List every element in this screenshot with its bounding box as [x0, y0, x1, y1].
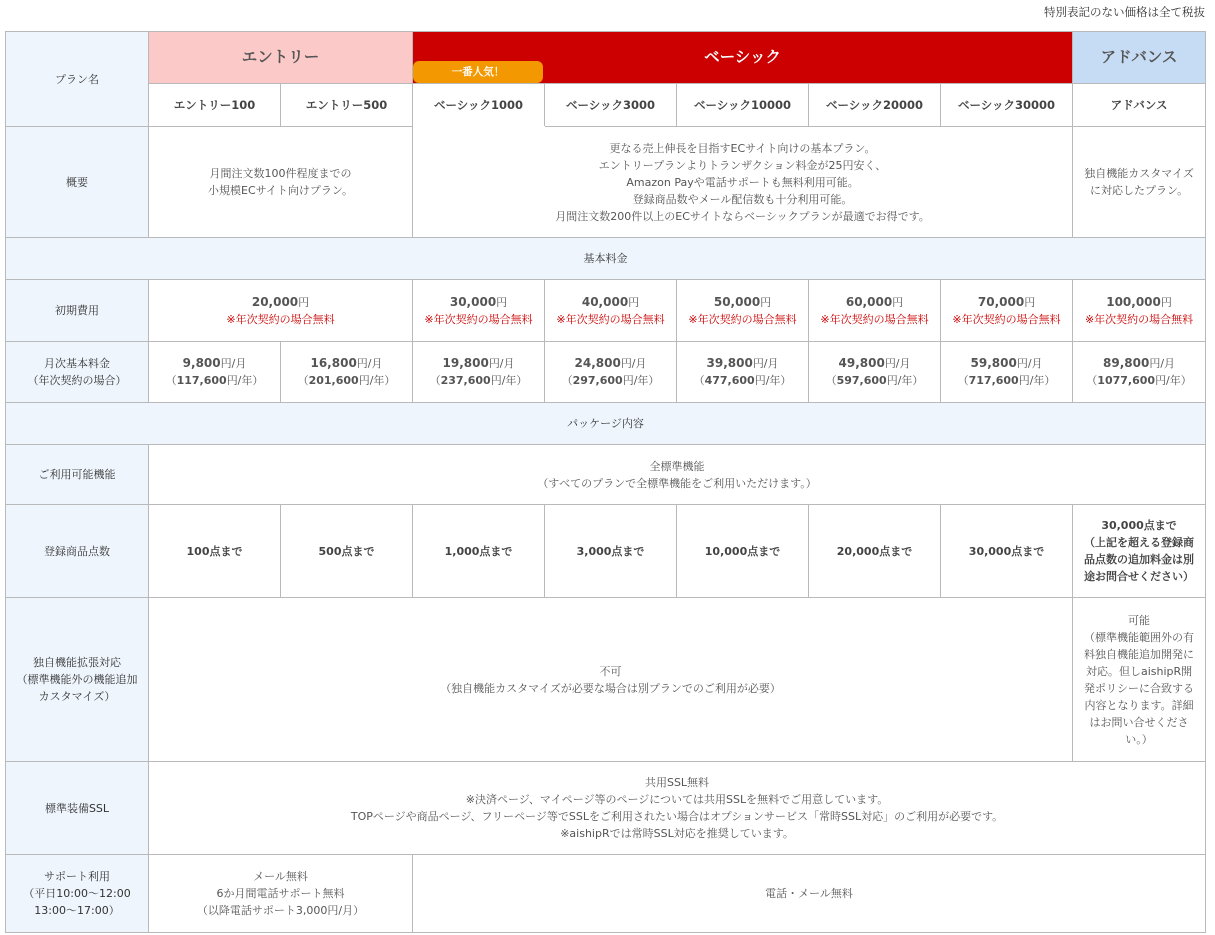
plan-advance: アドバンス — [1073, 84, 1206, 127]
overview-entry: 月間注文数100件程度までの 小規模ECサイト向けプラン。 — [149, 127, 413, 238]
ssl-value: 共用SSL無料 ※決済ページ、マイページ等のページについては共用SSLを無料でご用意しています。 TOPページや商品ページ、フリーページ等でSSLをご利用されたい場合はオプションサービス「常時SSL対応」のご利用が必要です。 ※aishipRでは常時SSL対応を推奨しています。 — [149, 762, 1206, 855]
plan-name-label: プラン名 — [6, 32, 149, 127]
monthly-fee-label: 月次基本料金 （年次契約の場合） — [6, 342, 149, 403]
monthly-fee-entry500: 16,800円/月 （201,600円/年） — [281, 342, 413, 403]
ssl-label: 標準装備SSL — [6, 762, 149, 855]
initial-fee-basic10000: 50,000円 ※年次契約の場合無料 — [677, 280, 809, 342]
monthly-fee-basic20000: 49,800円/月 （597,600円/年） — [809, 342, 941, 403]
products-basic1000: 1,000点まで — [413, 505, 545, 598]
support-rest: 電話・メール無料 — [413, 855, 1206, 933]
plan-basic10000: ベーシック10000 — [677, 84, 809, 127]
initial-fee-advance: 100,000円 ※年次契約の場合無料 — [1073, 280, 1206, 342]
tax-note: 特別表記のない価格は全て税抜 — [1044, 5, 1205, 19]
custom-advance: 可能 （標準機能範囲外の有 料独自機能追加開発に 対応。但しaishipR開 発ポリシーに合致する 内容となります。詳細 はお問い合せくださ い。） — [1073, 598, 1206, 762]
products-entry100: 100点まで — [149, 505, 281, 598]
section-package: パッケージ内容 — [6, 403, 1206, 445]
products-basic3000: 3,000点まで — [545, 505, 677, 598]
initial-fee-entry: 20,000円 ※年次契約の場合無料 — [149, 280, 413, 342]
section-basic-fee: 基本料金 — [6, 238, 1206, 280]
plan-basic3000: ベーシック3000 — [545, 84, 677, 127]
initial-fee-basic20000: 60,000円 ※年次契約の場合無料 — [809, 280, 941, 342]
monthly-fee-basic1000: 19,800円/月 （237,600円/年） — [413, 342, 545, 403]
monthly-fee-advance: 89,800円/月 （1077,600円/年） — [1073, 342, 1206, 403]
custom-value: 不可 （独自機能カスタマイズが必要な場合は別プランでのご利用が必要） — [149, 598, 1073, 762]
initial-fee-basic3000: 40,000円 ※年次契約の場合無料 — [545, 280, 677, 342]
monthly-fee-entry100: 9,800円/月 （117,600円/年） — [149, 342, 281, 403]
plan-basic30000: ベーシック30000 — [941, 84, 1073, 127]
pricing-table — [5, 31, 1206, 933]
plan-basic20000: ベーシック20000 — [809, 84, 941, 127]
plan-basic1000: ベーシック1000 — [413, 84, 545, 127]
products-basic30000: 30,000点まで — [941, 505, 1073, 598]
products-entry500: 500点まで — [281, 505, 413, 598]
group-basic-header — [413, 32, 1073, 84]
group-advance-header: アドバンス — [1073, 32, 1206, 84]
overview-basic: 更なる売上伸長を目指すECサイト向けの基本プラン。 エントリープランよりトランザクション料金が25円安く、 Amazon Payや電話サポートも無料利用可能。 登録商品数やメール配信数も十分利用可能。 月間注文数200件以上のECサイトならベーシックプランが最適でお得です。 — [413, 127, 1073, 238]
products-advance: 30,000点まで （上記を超える登録商 品点数の追加料金は別 途お問合せください） — [1073, 505, 1206, 598]
plan-entry100: エントリー100 — [149, 84, 281, 127]
support-label: サポート利用 （平日10:00〜12:00 13:00〜17:00） — [6, 855, 149, 933]
plan-entry500: エントリー500 — [281, 84, 413, 127]
monthly-fee-basic3000: 24,800円/月 （297,600円/年） — [545, 342, 677, 403]
overview-advance: 独自機能カスタマイズ に対応したプラン。 — [1073, 127, 1206, 238]
popular-badge: 一番人気！ — [413, 61, 543, 83]
products-label: 登録商品点数 — [6, 505, 149, 598]
monthly-fee-basic30000: 59,800円/月 （717,600円/年） — [941, 342, 1073, 403]
group-entry-header: エントリー — [149, 32, 413, 84]
features-label: ご利用可能機能 — [6, 445, 149, 505]
group-basic-title: ベーシック — [704, 48, 781, 66]
initial-fee-label: 初期費用 — [6, 280, 149, 342]
products-basic20000: 20,000点まで — [809, 505, 941, 598]
support-entry: メール無料 6か月間電話サポート無料 （以降電話サポート3,000円/月） — [149, 855, 413, 933]
custom-label: 独自機能拡張対応 （標準機能外の機能追加 カスタマイズ） — [6, 598, 149, 762]
initial-fee-basic30000: 70,000円 ※年次契約の場合無料 — [941, 280, 1073, 342]
products-basic10000: 10,000点まで — [677, 505, 809, 598]
overview-label: 概要 — [6, 127, 149, 238]
features-value: 全標準機能 （すべてのプランで全標準機能をご利用いただけます。） — [149, 445, 1206, 505]
monthly-fee-basic10000: 39,800円/月 （477,600円/年） — [677, 342, 809, 403]
initial-fee-basic1000: 30,000円 ※年次契約の場合無料 — [413, 280, 545, 342]
